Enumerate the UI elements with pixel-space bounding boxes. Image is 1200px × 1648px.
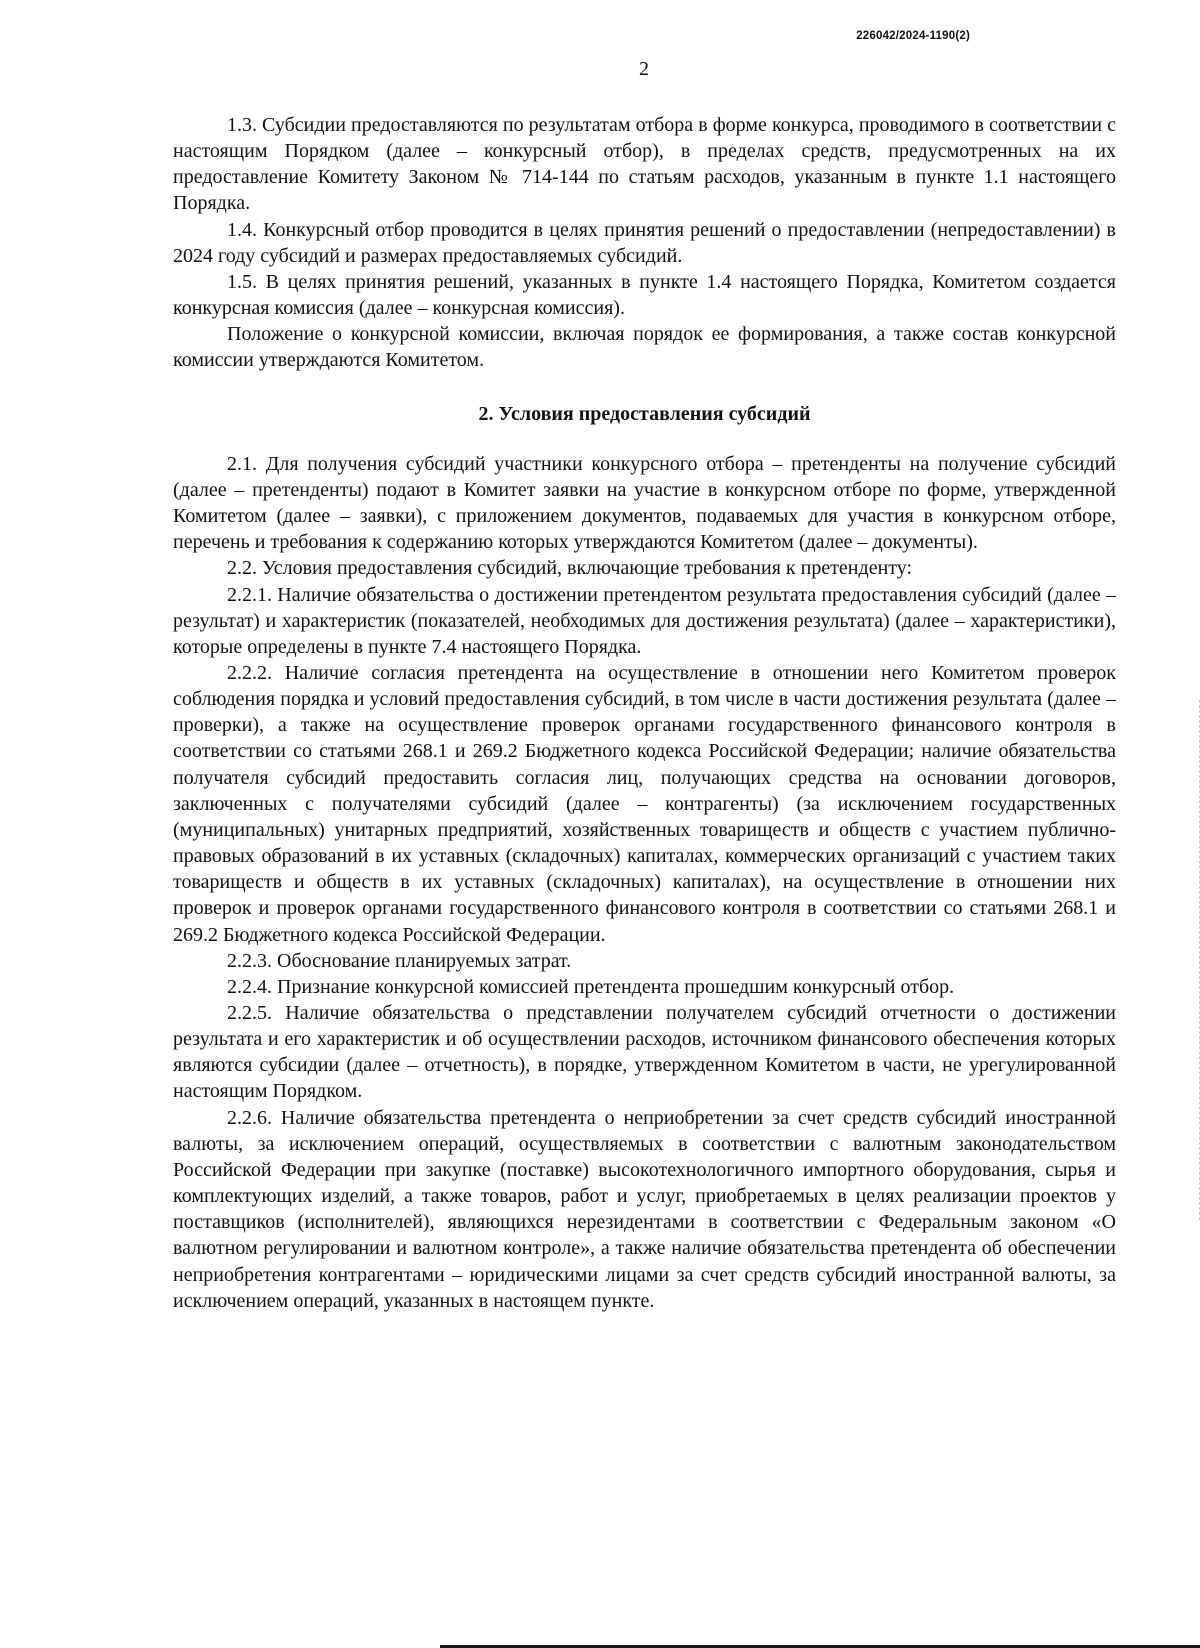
paragraph-1-5: 1.5. В целях принятия решений, указанных в пункте 1.4 настоящего Порядка, Комитетом создается конкурсная комиссия (далее – конкурсная комиссия). [173,270,1116,320]
paragraph-1-3: 1.3. Субсидии предоставляются по результатам отбора в форме конкурса, проводимого в соответствии с настоящим Порядком (далее – конкурсный отбор), в пределах средств, предусмотренных на их предоставление Комитету Законом № 714-144 по статьям расходов, указанным в пункте 1.1 настоящего Порядка. [173,114,1116,215]
document-body [173,112,1116,1314]
section-title: 2. Условия предоставления субсидий [478,402,811,425]
paragraph-2-2-2: 2.2.2. Наличие согласия претендента на осуществление в отношении него Комитетом проверок соблюдения порядка и условий предоставления субсидий, в том числе в части достижения результата (далее – проверки), а также на осуществление проверок органами государственного финансового контроля в соответствии со статьями 268.1 и 269.2 Бюджетного кодекса Российской Федерации; наличие обязательства получателя субсидий предоставить согласия лиц, получающих средства на основании договоров, заключенных с получателями субсидий (далее – контрагенты) (за исключением государственных (муниципальных) унитарных предприятий, хозяйственных товариществ и обществ с участием публично-правовых образований в их уставных (складочных) капиталах, коммерческих организаций с участием таких товариществ и обществ в их уставных (складочных) капиталах), на осуществление в отношении них проверок и проверок органами государственного финансового контроля в соответствии со статьями 268.1 и 269.2 Бюджетного кодекса Российской Федерации. [173,661,1116,946]
paragraph-2-2: 2.2. Условия предоставления субсидий, включающие требования к претенденту: [227,557,913,580]
paragraph-2-2-4: 2.2.4. Признание конкурсной комиссией претендента прошедшим конкурсный отбор. [227,975,955,998]
paragraph-2-2-6: 2.2.6. Наличие обязательства претендента о неприобретении за счет средств субсидий иностранной валюты, за исключением операций, осуществляемых в соответствии с валютным законодательством Российской Федерации при закупке (поставке) высокотехнологичного импортного оборудования, сырья и комплектующих изделий, а также товаров, работ и услуг, приобретаемых в целях реализации проектов у поставщиков (исполнителей), являющихся нерезидентами в соответствии с Федеральным законом «О валютном регулировании и валютном контроле», а также наличие обязательства претендента об обеспечении неприобретения контрагентами – юридическими лицами за счет средств субсидий иностранной валюты, за исключением операций, указанных в настоящем пункте. [173,1106,1116,1312]
paragraph-commission-statute: Положение о конкурсной комиссии, включая порядок ее формирования, а также состав конкурсной комиссии утверждаются Комитетом. [173,323,1116,372]
page-number: 2 [639,58,649,80]
scan-edge-marks [1196,700,1200,1220]
paragraph-2-2-5: 2.2.5. Наличие обязательства о представлении получателем субсидий отчетности о достижении результата и его характеристик и об осуществлении расходов, источником финансового обеспечения которых являются субсидии (далее – отчетность), в порядке, утвержденном Комитетом в части, не урегулированной настоящим Порядком. [173,1002,1116,1103]
paragraph-2-1: 2.1. Для получения субсидий участники конкурсного отбора – претенденты на получение субсидий (далее – претенденты) подают в Комитет заявки на участие в конкурсном отборе по форме, утвержденной Комитетом (далее – заявки), с приложением документов, подаваемых для участия в конкурсном отборе, перечень и требования к содержанию которых утверждаются Комитетом (далее – документы). [173,452,1116,554]
paragraph-2-2-1: 2.2.1. Наличие обязательства о достижении претендентом результата предоставления субсидий (далее – результат) и характеристик (показателей, необходимых для достижения результата) (далее – характеристики), которые определены в пункте 7.4 настоящего Порядка. [173,583,1116,658]
document-id: 226042/2024-1190(2) [856,30,970,42]
paragraph-2-2-3: 2.2.3. Обоснование планируемых затрат. [227,949,572,972]
paragraph-1-4: 1.4. Конкурсный отбор проводится в целях принятия решений о предоставлении (непредоставлении) в 2024 году субсидий и размерах предоставляемых субсидий. [173,218,1116,267]
